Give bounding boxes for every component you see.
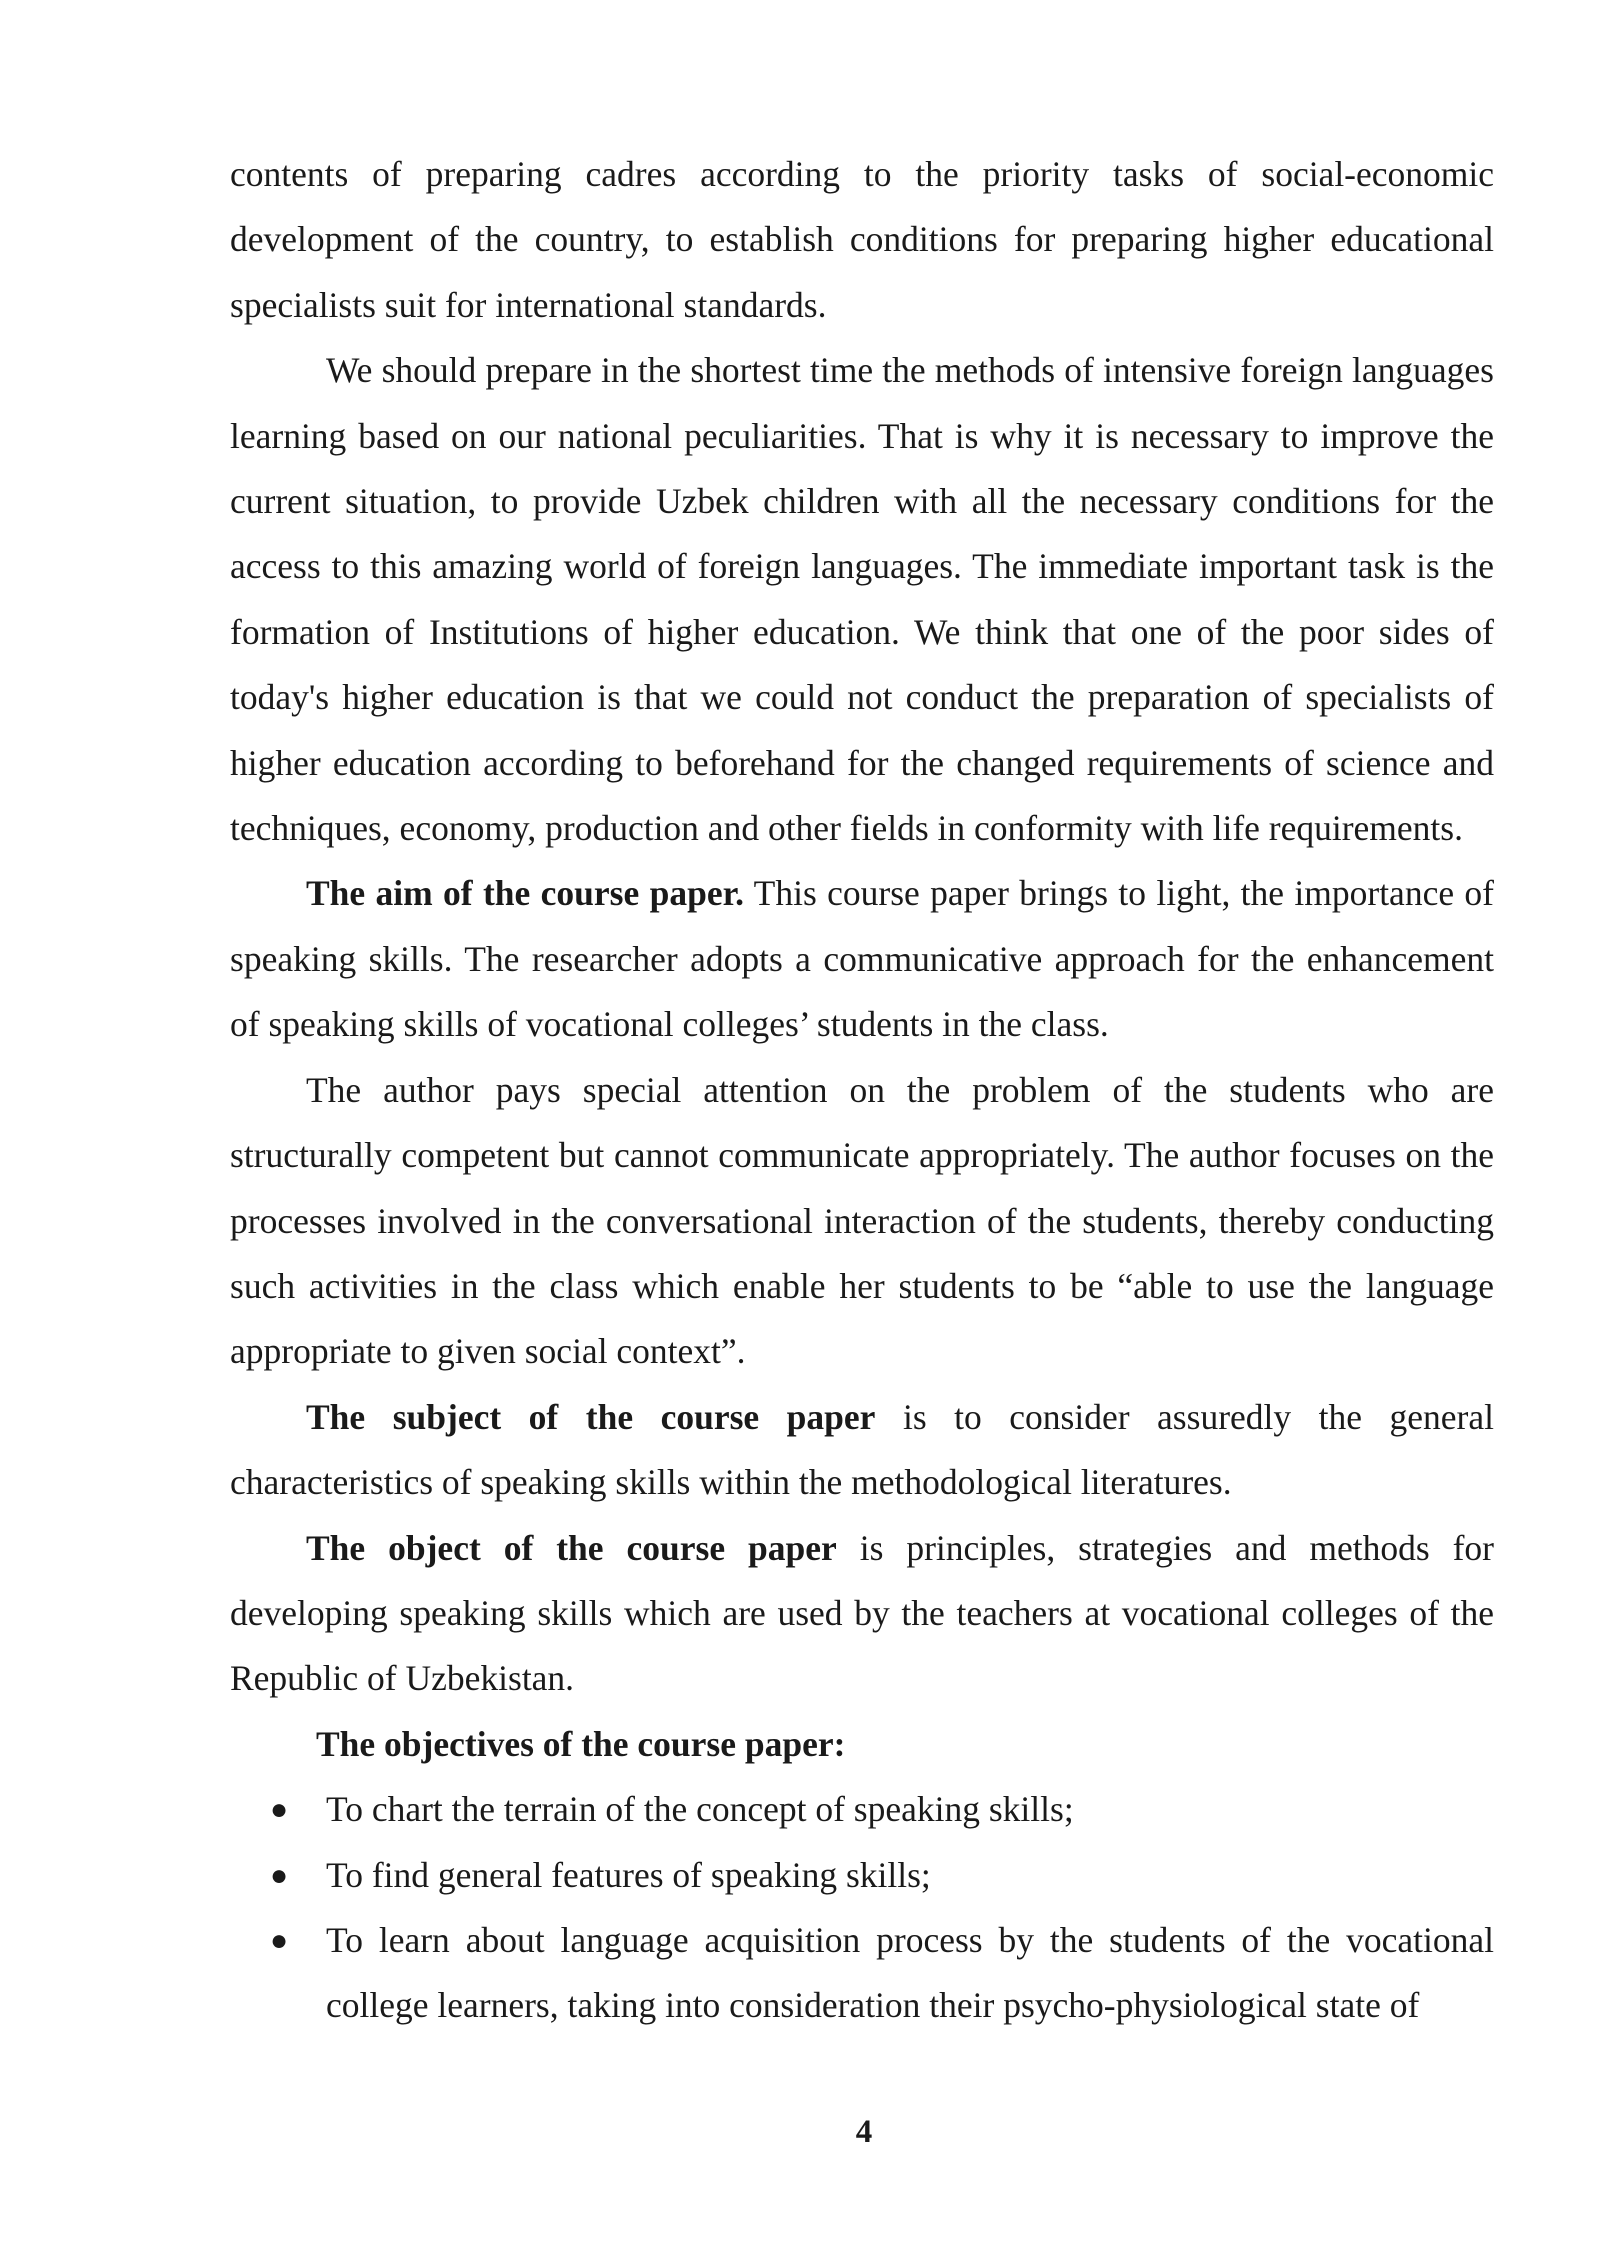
paragraph-subject bbox=[230, 1385, 1494, 1516]
list-item-text: To find general features of speaking skills; bbox=[326, 1854, 931, 1895]
page-number: 4 bbox=[855, 2114, 873, 2150]
list-item bbox=[230, 1908, 1494, 2039]
object-text: is principles, strategies and methods for developing speaking skills which are used by the teachers at vocational colleges of the Republic of Uzbekistan. bbox=[230, 1527, 1494, 1699]
paragraph-author-attention: The author pays special attention on the problem of the students who are structurally competent but cannot communicate appropriately. The author focuses on the processes involved in the conversational interaction of the students, thereby conducting such activities in the class which enable her students to be “able to use the language appropriate to given social context”. bbox=[230, 1069, 1494, 1372]
paragraph-preparing-cadres: contents of preparing cadres according to the priority tasks of social-economic development of the country, to establish conditions for preparing higher educational specialists suit for international standards. bbox=[230, 154, 1494, 325]
paragraph-aim bbox=[230, 861, 1494, 1057]
paragraph-foreign-languages: We should prepare in the shortest time the methods of intensive foreign languages learning based on our national peculiarities. That is why it is necessary to improve the current situation, to provide Uzbek children with all the necessary conditions for the access to this amazing world of foreign languages. The immediate important task is the formation of Institutions of higher education. We think that one of the poor sides of today's higher education is that we could not conduct the preparation of specialists of higher education according to beforehand for the changed requirements of science and techniques, economy, production and other fields in conformity with life requirements. bbox=[230, 350, 1494, 849]
aim-text: This course paper brings to light, the importance of speaking skills. The researcher adopts a communicative approach for the enhancement of speaking skills of vocational colleges’ students in the class. bbox=[230, 873, 1495, 1045]
subject-text: is to consider assuredly the general characteristics of speaking skills within the methodological literatures. bbox=[230, 1396, 1494, 1503]
objectives-heading: The objectives of the course paper: bbox=[316, 1723, 846, 1764]
aim-label: The aim of the course paper. bbox=[306, 873, 744, 914]
document-body bbox=[230, 142, 1494, 2039]
object-label: The object of the course paper bbox=[306, 1527, 837, 1568]
paragraph-object bbox=[230, 1516, 1494, 1712]
objectives-list bbox=[230, 1777, 1494, 2039]
bullet-icon: ● bbox=[270, 1923, 289, 1957]
bullet-icon: ● bbox=[270, 1793, 289, 1827]
list-item-text: To chart the terrain of the concept of speaking skills; bbox=[326, 1789, 1074, 1830]
list-item-text: To learn about language acquisition process by the students of the vocational college learners, taking into consideration their psycho-physiological state of bbox=[326, 1919, 1494, 2026]
list-item bbox=[230, 1777, 1494, 1842]
bullet-icon: ● bbox=[270, 1858, 289, 1892]
list-item bbox=[230, 1843, 1494, 1908]
subject-label: The subject of the course paper bbox=[306, 1396, 876, 1437]
